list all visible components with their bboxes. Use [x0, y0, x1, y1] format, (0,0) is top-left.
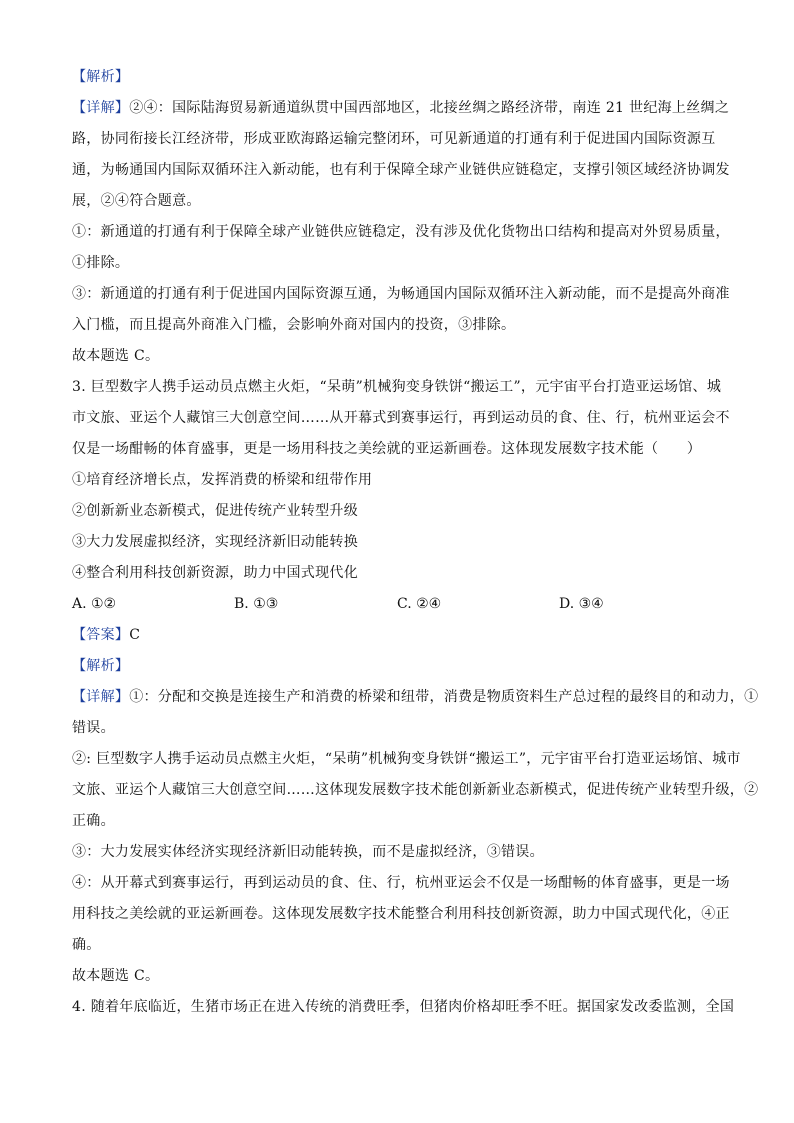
- analysis-tag: 【解析】: [72, 658, 130, 674]
- paragraph-line: ②: 巨型数字人携手运动员点燃主火炬，“呆萌”机械狗变身铁饼“搬运工”，元宇宙平台打造亚运场馆、城市: [72, 751, 741, 767]
- paragraph-line: 入门槛，而且提高外商准入门槛，会影响外商对国内的投资，③排除。: [72, 317, 516, 333]
- paragraph-line: 用科技之美绘就的亚运新画卷。这体现发展数字技术能整合利用科技创新资源，助力中国式现代化，④正: [72, 906, 730, 922]
- paragraph-line: 错误。: [72, 720, 115, 736]
- answer-tag: 【答案】: [72, 627, 130, 643]
- detail-line: [72, 93, 732, 124]
- detail-text: ②④：国际陆海贸易新通道纵贯中国西部地区，北接丝绸之路经济带，南连 21 世纪海上丝绸之: [129, 100, 730, 116]
- detail-tag: 【详解】: [72, 689, 130, 705]
- analysis-heading: [72, 651, 732, 682]
- paragraph-line: 文旅、亚运个人藏馆三大创意空间……这体现发展数字技术能创新新业态新模式，促进传统产业转型升级，②: [72, 782, 759, 798]
- detail-tag: 【详解】: [72, 100, 130, 116]
- detail-text: ①：分配和交换是连接生产和消费的桥梁和纽带，消费是物质资料生产总过程的最终目的和动力，①: [129, 689, 759, 705]
- option-c: C. ②④: [397, 596, 442, 612]
- option-b: B. ①③: [234, 596, 279, 612]
- conclusion-line: 故本题选 C。: [72, 348, 160, 364]
- answer-line: [72, 620, 732, 651]
- option-a: A. ①②: [72, 596, 117, 612]
- paragraph-line: ①排除。: [72, 255, 130, 271]
- paragraph-line: ④：从开幕式到赛事运行，再到运动员的食、住、行，杭州亚运会不仅是一场酣畅的体育盛事，更是一场: [72, 875, 730, 891]
- paragraph-line: ③：大力发展实体经济实现经济新旧动能转换，而不是虚拟经济，③错误。: [72, 844, 544, 860]
- analysis-heading: [72, 62, 732, 93]
- question-3-stem: 市文旅、亚运个人藏馆三大创意空间……从开幕式到赛事运行，再到运动员的食、住、行，杭州亚运会不: [72, 410, 730, 426]
- answer-value: C: [129, 627, 141, 643]
- conclusion-line: 故本题选 C。: [72, 968, 160, 984]
- question-3-stem: 3. 巨型数字人携手运动员点燃主火炬，“呆萌”机械狗变身铁饼“搬运工”，元宇宙平台打造亚运场馆、城: [72, 379, 722, 395]
- statement-4: ④整合利用科技创新资源，助力中国式现代化: [72, 565, 358, 581]
- paragraph-line: 确。: [72, 937, 101, 953]
- statement-1: ①培育经济增长点，发挥消费的桥梁和纽带作用: [72, 472, 373, 488]
- question-4-stem: 4. 随着年底临近，生猪市场正在进入传统的消费旺季，但猪肉价格却旺季不旺。据国家发改委监测，全国: [72, 999, 735, 1015]
- option-d: D. ③④: [559, 596, 604, 612]
- question-3-stem: 仅是一场酣畅的体育盛事，更是一场用科技之美绘就的亚运新画卷。这体现发展数字技术能（ ）: [72, 441, 702, 457]
- paragraph-line: 正确。: [72, 813, 115, 829]
- statement-3: ③大力发展虚拟经济，实现经济新旧动能转换: [72, 534, 358, 550]
- paragraph-line: ③：新通道的打通有利于促进国内国际资源互通，为畅通国内国际双循环注入新动能，而不是提高外商准: [72, 286, 730, 302]
- paragraph-line: 通，为畅通国内国际双循环注入新动能，也有利于保障全球产业链供应链稳定，支撑引领区域经济协调发: [72, 162, 730, 178]
- answer-options: [72, 589, 732, 620]
- paragraph-line: 展，②④符合题意。: [72, 193, 201, 209]
- paragraph-line: ①：新通道的打通有利于保障全球产业链供应链稳定，没有涉及优化货物出口结构和提高对外贸易质量，: [72, 224, 730, 240]
- document-page: [72, 62, 759, 1023]
- detail-line: [72, 682, 759, 713]
- statement-2: ②创新新业态新模式，促进传统产业转型升级: [72, 503, 358, 519]
- paragraph-line: 路，协同衔接长江经济带，形成亚欧海路运输完整闭环，可见新通道的打通有利于促进国内国际资源互: [72, 131, 716, 147]
- analysis-tag: 【解析】: [72, 69, 130, 85]
